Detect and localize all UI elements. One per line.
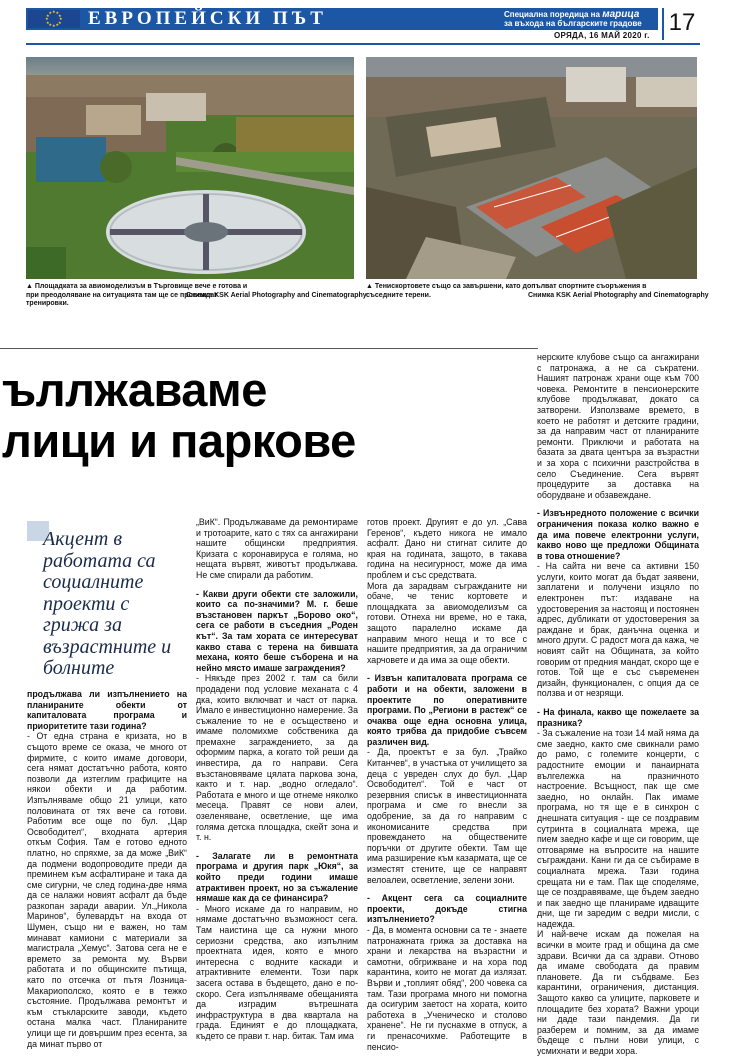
article-paragraph: Мога да зарадвам съгражданите ни обаче, че тенис кортовете и площадката за авиомоделизъм са готови. Отнеха ни време, но е така, защото паралелно искаме да направим много неща и то все с нашите предприятия, за да ограничим харчовете и да има за още обекти. [367, 580, 527, 665]
photo-airfield [26, 57, 354, 279]
caption-text-1: ▲ Площадката за авиомоделизъм в Търговище вече е готова и при преодоляване на ситуацията там ще се провеждат тренировки. [26, 283, 248, 307]
article-rule [0, 348, 538, 349]
eu-star-icon: ★ [45, 19, 50, 25]
paragraph-spacer [367, 665, 527, 673]
article-paragraph: нерските клубове също са ангажирани с патронажа, а не са съкратени. Нашият патронаж храни още към 700 човека. Ремонтите в пенсионерските клубове продължават, докато са затворени. Използваме времето, в което не работят и детските градини, за да направим част от планираните ремонти. Приключи и работата на базата за двата центъра за възрастни и за хора с психични разстройства в село Съединение. Сега вървят процедурите за доставка на оборудване и обзавеждане. [537, 352, 699, 500]
photo-credit-1: Снимка KSK Aerial Photography and Cinematography [186, 292, 367, 299]
maritsa-logo: марица [602, 9, 640, 20]
article-paragraph: И най-вече искам да пожелая на всички в моите град и община да сме здрави. Всички да са здрави. Отново да имаме свободата да правим плановете. Да ги събдваме. Без карантини, ограничения, дистанция. Защото какво са улиците, парковете и площадите без хората? Важни уроци ни даде тази пандемия. Да ги разберем и помним, за да имаме бъдеще с пълни нови улици, с усмихнати и ведри хора. [537, 929, 699, 1056]
eu-star-icon: ★ [55, 9, 60, 15]
interview-question: продължава ли изпълнението на планираните обекти от капиталовата програма и приоритетите тази година? [27, 689, 187, 731]
article-paragraph: готов проект. Другият е до ул. „Сава Геренов“, където никога не имало асфалт. Дано ни стигнат силите до края на годината, защото, в такава година на несигурност, може да има проблем и със средствата. [367, 517, 527, 580]
interview-question: - Акцент сега са социалните проекти, докъде стигна изпълнението? [367, 893, 527, 925]
photo-tennis-courts [366, 57, 697, 279]
eu-star-icon: ★ [52, 9, 56, 14]
article-paragraph: - За съжаление на този 14 май няма да сме заедно, както сме свикнали рамо до рамо, с големите концерти, с радостните емоции и панаирната вългележка на празничното настроение. Всъщност, пак ще сме заедно, но онлайн. Пак имаме програма, но тя ще е в синхрон с днешната ситуация - ще се поздравим сутринта в социалната мрежа, ще пием заедно кафе и ще си говорим, ще отговаряме на въпросите на нашите съграждани. Кани ги да се събираме в социалната мрежа. Тази година срещата ни е там. Пак ще споделяме, ще се поздравяваме, ще бъдем заедно и пак заедно ще планираме идващите дни, ще ги заредим с ведри мисли, с надежда. [537, 728, 699, 929]
series-line-2: за въхода на българските градове [504, 19, 642, 28]
interview-question: - Залагате ли в ремонтната програма и другия парк „Юкя“, за който преди години имаше атрактивен проект, но за съжаление нямаше как да се финансира? [196, 850, 358, 904]
paragraph-spacer [196, 843, 358, 851]
eu-star-icon: ★ [45, 12, 50, 18]
caption-text-2: ▲ Тенискортовете също са завършени, като допълват спортните съоръжения в съседните терени. [366, 283, 647, 299]
article-paragraph: - Много искаме да го направим, но нямаме достатъчно възможност сега. Там наистина ще са нужни много сериозни средства, ако изпълним проектната идея, която е много интересна с водните каскади и атрактивните елементи. Този парк засега остава в бъдещето, дано е по-скоро. Сега изпълняваме обещанията да изградим вътрешната инфраструктура в два квартала на града. Единият е до площадката, където се прави т. нар. битак. Там има [196, 903, 358, 1041]
photo-credit-2: Снимка KSK Aerial Photography and Cinematography [528, 292, 709, 299]
eu-star-icon: ★ [52, 23, 56, 28]
pull-quote-text: Акцент в работата са социалните проекти с грижа за възрастните и болните [43, 528, 172, 679]
paragraph-spacer [537, 500, 699, 508]
page-number: 17 [662, 8, 700, 40]
eu-star-icon: ★ [48, 22, 53, 28]
header-bar [26, 8, 658, 30]
eu-star-icon: ★ [55, 22, 60, 28]
article-column-1 [27, 689, 187, 1049]
interview-question: - Извън капиталовата програма се работи и на обекти, заложени в проектите по оперативните програми. По „Региони в растеж“ се очаква още една основна улица, която трябва да придобие съвсем различен вид. [367, 673, 527, 747]
eu-star-icon: ★ [48, 9, 53, 15]
headline-line-1: ъллжаваме [2, 363, 267, 416]
eu-star-icon: ★ [45, 16, 49, 21]
article-paragraph: - Да, проектът е за бул. „Трайко Китанчев“, в участъка от училището за деца с увреден слух до бул. „Цар Освободител“. Той е част от резервния списък в инвестиционната програма и сме го внесли за одобрение, за да го направим с икономисаните средства при провеждането на обществените поръчки от другите обекти. Там ще има разширение към казармата, ще се изместят стените, ще се направят велоалеи, осветление, зелени зони. [367, 747, 527, 885]
article-paragraph: - От една страна е кризата, но в същото време се оказа, че много от фирмите, с които имаме договори, сега нямат достатъчно работа, която позволи да изтеглим графиците на някои обекти и да работим. Изпълняваме общо 21 улици, като половината от тях вече са готови. Работим все още по бул. „Цар Освободител“, входната артерия откъм София. Там е готово едното платно, но спряхме, за да може „ВиК“ да подмени водопроводите преди да преминем към асфалтиране и така да сме сигурни, че след година-две няма да се налажи новият асфалт да бъде разкопан заради аварии. Ул.„Никола Маринов“, булевардът на входа от Шумен, също ни е важен, но там минават камиони с материали за магистрала „Хемус“. Затова сега не е времето за ремонта му. Върви работата и по общинските пътища, като по отсечка от пътя Лозница-Макариополско, която е в тежко състояние. Продължава ремонтът и към стъкларските заводи, където остана малка част. Планираните улици ще ги довършим през есента, за да минат първо от [27, 731, 187, 1049]
series-label [504, 10, 642, 28]
article-paragraph: „ВиК“. Продължаваме да ремонтираме и тротоарите, като с тях са ангажирани нашите общински предприятия. Кризата с коронавируса е голяма, но нещата вървят, животът продължава. Не сме спирали да работим. [196, 517, 358, 580]
eu-star-icon: ★ [58, 12, 62, 18]
page-header [26, 8, 700, 40]
article-column-2 [196, 517, 358, 1042]
paragraph-spacer [537, 699, 699, 707]
interview-question: - Извънредното положение с всички ограничения показа колко важно е да има повече електронни услуги, какво ново ще предложи Общината в това отношение? [537, 508, 699, 561]
pull-quote [27, 517, 187, 687]
interview-question: - На финала, какво ще пожелаете за празника? [537, 707, 699, 728]
article-headline [2, 364, 356, 466]
article-column-4 [537, 352, 699, 1057]
paragraph-spacer [367, 885, 527, 893]
eu-flag-icon [28, 10, 80, 28]
article-paragraph: - Да, в момента основни са те - знаете патронажната грижа за доставка на храни и лекарства на възрастни и самотни, обгрижване и на хора под карантина, които не могат да излязат. Върви и „топлият обяд“, 200 човека са там. Тази програма много ни помогна да осигурим заетост на хората, които работеха в „Ученическо и столово хранене“. Не ги пуснахме в отпуск, а ги пренасочихме. Работещите в пенсио- [367, 924, 527, 1052]
series-line-1: Специална поредица на [504, 10, 600, 19]
eu-star-icon: ★ [58, 19, 62, 25]
issue-date: ОРЯДА, 16 МАЙ 2020 г. [554, 31, 650, 40]
article-paragraph: - Някъде през 2002 г. там са били продадени под условие механата с 4 дка, които включват и част от парка. Имало е инвестиционно намерение. За съжаление то не е осъществено и имаме поломихме собственика да премахне заграждението, за да оформим парка, а когато той реши да инвестира, да го направи. Сега възстановяваме цялата паркова зона, както и т. нар. „водно огледало“. Работата е много и ще отнеме няколко месеца. Правят се нови алеи, озеленяване, осветление, ще има голяма детска площадка, скейт зона и т. н. [196, 673, 358, 843]
paragraph-spacer [196, 581, 358, 589]
interview-question: - Какви други обекти сте заложили, които са по-значими? М. г. беше възстановен паркът „Борово око“, сега се работи в съседния „Роден кът“. За там хората се интересуват какво става с терена на бившата механа, която беше съборена и на нейно място имаше заграждения? [196, 588, 358, 673]
article-column-3 [367, 517, 527, 1052]
section-title: ЕВРОПЕЙСКИ ПЪТ [88, 8, 327, 29]
header-rule [26, 43, 700, 45]
eu-star-icon: ★ [59, 16, 63, 21]
headline-line-2: лици и паркове [2, 414, 356, 467]
article-paragraph: - На сайта ни вече са активни 150 услуги, които могат да бъдат заявени, заплатени и получени изцяло по електронен път: издаване на удостоверения за настоящ и постоянен адрес, дубликати от удостоверения за раждане и брак, данъчна оценка и много други. С радост мога да кажа, че новият сайт на Общината, за който говорим от предния мандат, скоро ще е готов. Той ще е със съвременен дизайн, функционален, с опция да се ползва и от незрящи. [537, 561, 699, 699]
